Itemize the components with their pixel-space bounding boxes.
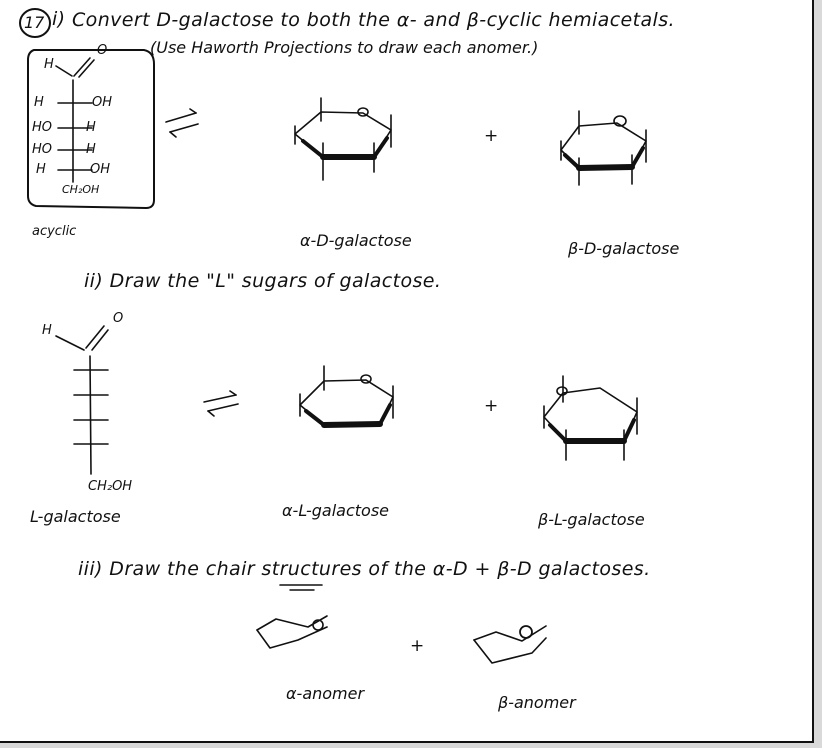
beta-d-label: β-D-galactose	[568, 239, 680, 258]
alpha-anomer-label: α-anomer	[286, 684, 365, 703]
fischer-aldehyde-h: H	[44, 57, 54, 72]
fischer-bottom-group: CH₂OH	[62, 183, 100, 196]
l-fischer-aldehyde-h: H	[42, 323, 52, 338]
fischer-row4-right: OH	[90, 162, 111, 177]
fischer-row1-left: H	[34, 95, 44, 110]
fischer-row4-left: H	[36, 162, 46, 177]
part-i-prompt: Convert D-galactose to both the α- and β-cyclic hemiacetals.	[72, 9, 675, 31]
alpha-d-label: α-D-galactose	[300, 231, 412, 250]
l-galactose-label: L-galactose	[30, 507, 121, 526]
fischer-row3-right: H	[86, 142, 96, 157]
alpha-l-label: α-L-galactose	[282, 501, 390, 520]
l-fischer-aldehyde-o: O	[113, 311, 124, 326]
plus-part-iii: +	[410, 636, 425, 656]
l-fischer-bottom-group: CH₂OH	[88, 479, 133, 494]
acyclic-label: acyclic	[32, 224, 77, 239]
scan-shade-bottom	[0, 743, 822, 748]
fischer-row2-left: HO	[32, 120, 53, 135]
beta-anomer-label: β-anomer	[498, 693, 576, 712]
part-i-roman: i)	[52, 8, 66, 30]
part-i-hint: (Use Haworth Projections to draw each anomer.)	[150, 38, 539, 57]
part-iii-prompt: iii) Draw the chair structures of the α-D + β-D galactoses.	[78, 558, 651, 580]
fischer-row1-right: OH	[92, 95, 113, 110]
plus-part-i: +	[484, 126, 499, 146]
fischer-row2-right: H	[86, 120, 96, 135]
fischer-aldehyde-o: O	[97, 43, 108, 58]
plus-part-ii: +	[484, 396, 499, 416]
fischer-row3-left: HO	[32, 142, 53, 157]
part-ii-prompt: ii) Draw the "L" sugars of galactose.	[84, 270, 442, 292]
problem-number: 17	[24, 13, 45, 32]
beta-l-label: β-L-galactose	[538, 510, 645, 529]
scan-shade-right	[814, 0, 822, 748]
